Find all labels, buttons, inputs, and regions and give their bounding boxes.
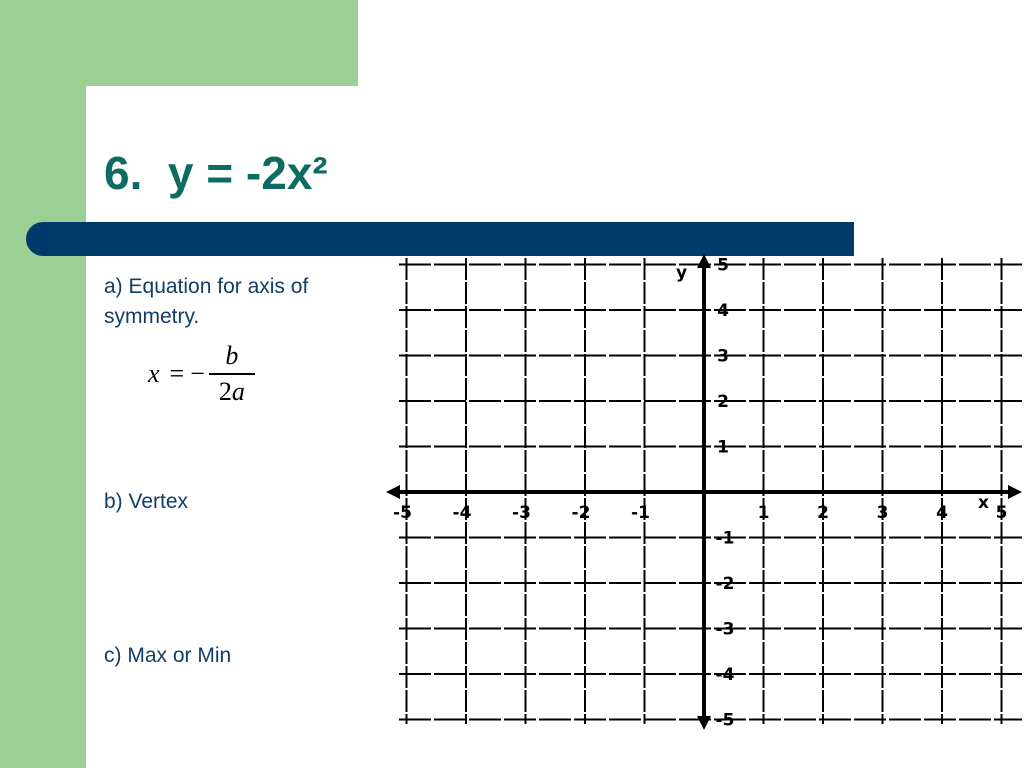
- x-axis-arrow-right: [1008, 485, 1022, 499]
- x-tick-label: 3: [876, 503, 889, 523]
- formula-minus: −: [190, 359, 205, 388]
- y-tick-label: 2: [717, 392, 729, 412]
- x-tick-label: 2: [817, 503, 829, 523]
- question-vertex: b) Vertex: [104, 490, 189, 513]
- x-tick-label: 5: [995, 503, 1008, 523]
- y-axis-label: y: [676, 263, 688, 283]
- x-tick-label: 1: [757, 503, 770, 523]
- y-tick-label: -2: [715, 574, 735, 594]
- x-tick-label: -3: [512, 503, 531, 523]
- formula-denominator-variable: a: [231, 376, 245, 406]
- x-tick-label: 4: [936, 503, 948, 523]
- formula-fraction: [209, 339, 255, 409]
- y-tick-label: 5: [717, 255, 729, 276]
- title-divider-bar: [26, 222, 854, 256]
- formula-denominator: [213, 375, 251, 409]
- axis-of-symmetry-formula: [148, 336, 255, 412]
- question-max-or-min: c) Max or Min: [104, 644, 232, 667]
- slide-title: 6. y = -2x²: [104, 147, 328, 199]
- x-tick-label: -1: [631, 503, 650, 523]
- green-side-band: [0, 0, 86, 768]
- formula-denominator-coefficient: 2: [218, 376, 232, 406]
- y-axis-arrow-bottom: [697, 716, 711, 730]
- y-tick-label: 3: [717, 346, 729, 367]
- x-tick-label: -2: [571, 503, 591, 523]
- coordinate-grid: [382, 252, 1024, 732]
- y-tick-label: -3: [715, 619, 735, 640]
- x-axis-arrow-left: [386, 485, 400, 499]
- formula-numerator: b: [225, 341, 239, 371]
- formula-equals: =: [169, 359, 185, 388]
- y-tick-label: 4: [717, 301, 729, 321]
- y-tick-label: -5: [715, 710, 735, 731]
- x-tick-label: -5: [393, 503, 412, 523]
- y-tick-label: 1: [717, 437, 729, 458]
- y-tick-label: -4: [715, 665, 735, 685]
- y-tick-label: -1: [715, 528, 735, 549]
- question-axis-of-symmetry: a) Equation for axis of symmetry.: [104, 275, 309, 328]
- x-tick-label: -4: [452, 503, 472, 523]
- formula-lhs: x: [148, 359, 160, 388]
- x-axis-label: x: [978, 493, 989, 513]
- green-top-band: [0, 0, 358, 86]
- y-axis-arrow-top: [697, 254, 711, 268]
